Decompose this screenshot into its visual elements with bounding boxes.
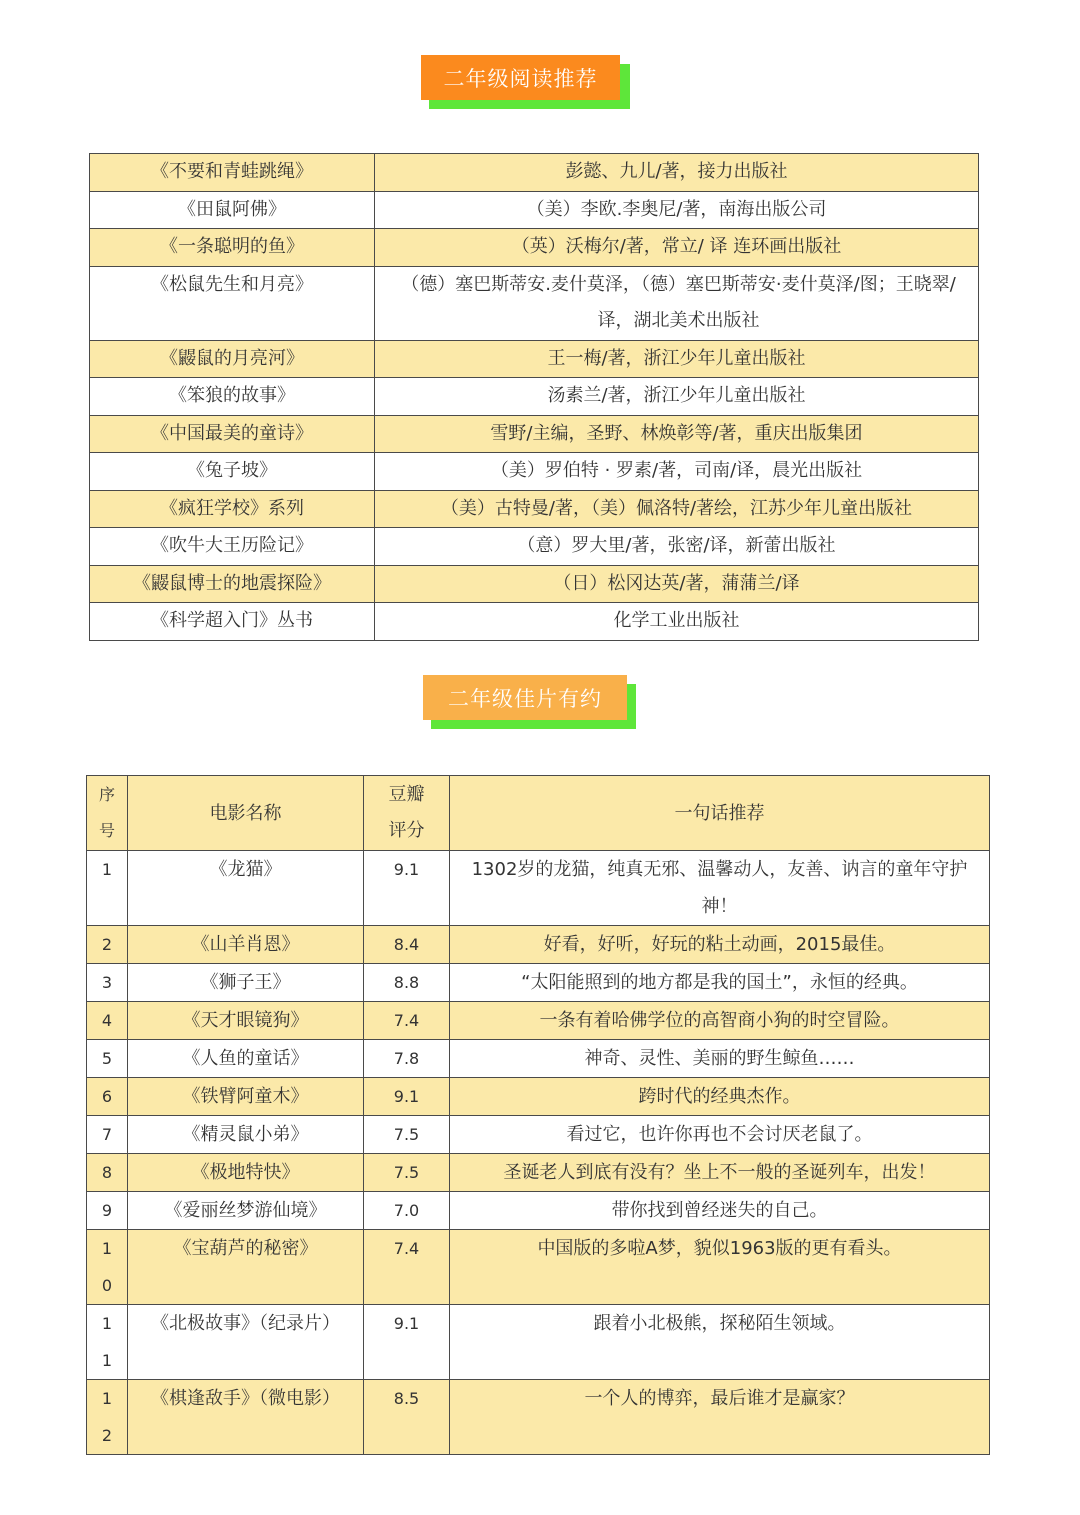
film-table [86,775,990,1455]
book-title: 《不要和青蛙跳绳》 [90,154,375,192]
reading-table-row [90,528,979,566]
book-title: 《兔子坡》 [90,453,375,491]
film-table-row [87,1154,990,1192]
reading-table-row [90,266,979,340]
film-name: 《山羊肖恩》 [128,926,364,964]
book-title: 《疯狂学校》系列 [90,490,375,528]
film-score: 7.5 [364,1154,450,1192]
film-score: 7.4 [364,1230,450,1305]
reading-table-row [90,453,979,491]
film-name: 《天才眼镜狗》 [128,1002,364,1040]
header-rec: 一句话推荐 [450,776,990,851]
book-info: 化学工业出版社 [375,603,979,641]
film-rec: 好看，好听，好玩的粘土动画，2015最佳。 [450,926,990,964]
film-rec: 圣诞老人到底有没有？坐上不一般的圣诞列车，出发！ [450,1154,990,1192]
header-num: 序号 [87,776,128,851]
film-name: 《爱丽丝梦游仙境》 [128,1192,364,1230]
book-info: （日）松冈达英/著，蒲蒲兰/译 [375,565,979,603]
film-rec: 一个人的博弈，最后谁才是赢家？ [450,1380,990,1455]
film-num: 8 [87,1154,128,1192]
film-name: 《宝葫芦的秘密》 [128,1230,364,1305]
film-num: 11 [87,1305,128,1380]
film-rec: 1302岁的龙猫，纯真无邪、温馨动人，友善、讷言的童年守护神！ [450,851,990,926]
film-name: 《人鱼的童话》 [128,1040,364,1078]
film-name: 《棋逢敌手》（微电影） [128,1380,364,1455]
film-score: 7.5 [364,1116,450,1154]
header-name: 电影名称 [128,776,364,851]
film-rec: 跟着小北极熊，探秘陌生领域。 [450,1305,990,1380]
film-score: 8.5 [364,1380,450,1455]
film-name: 《精灵鼠小弟》 [128,1116,364,1154]
header-score: 豆瓣评分 [364,776,450,851]
film-num: 5 [87,1040,128,1078]
reading-table-row [90,229,979,267]
book-title: 《吹牛大王历险记》 [90,528,375,566]
book-info: （德）塞巴斯蒂安.麦什莫泽，（德）塞巴斯蒂安·麦什莫泽/图；王晓翠/ 译，湖北美术出版社 [375,266,979,340]
film-table-row [87,964,990,1002]
film-table-row [87,1305,990,1380]
film-num: 12 [87,1380,128,1455]
film-num: 1 [87,851,128,926]
film-score: 7.0 [364,1192,450,1230]
film-num: 2 [87,926,128,964]
film-rec: 中国版的多啦A梦，貌似1963版的更有看头。 [450,1230,990,1305]
reading-table [89,153,979,641]
film-name: 《狮子王》 [128,964,364,1002]
film-rec: 跨时代的经典杰作。 [450,1078,990,1116]
film-num: 10 [87,1230,128,1305]
book-title: 《笨狼的故事》 [90,378,375,416]
reading-table-row [90,154,979,192]
film-rec: 神奇、灵性、美丽的野生鲸鱼…… [450,1040,990,1078]
book-info: 雪野/主编，圣野、林焕彰等/著，重庆出版集团 [375,415,979,453]
book-title: 《松鼠先生和月亮》 [90,266,375,340]
book-info: （美）李欧.李奥尼/著，南海出版公司 [375,191,979,229]
film-score: 9.1 [364,1305,450,1380]
film-score: 9.1 [364,1078,450,1116]
film-name: 《北极故事》（纪录片） [128,1305,364,1380]
film-table-row [87,1002,990,1040]
film-name: 《龙猫》 [128,851,364,926]
film-num: 7 [87,1116,128,1154]
film-num: 9 [87,1192,128,1230]
film-score: 9.1 [364,851,450,926]
reading-table-row [90,415,979,453]
book-info: （意）罗大里/著，张密/译，新蕾出版社 [375,528,979,566]
book-info: （美）罗伯特 · 罗素/著，司南/译，晨光出版社 [375,453,979,491]
film-name: 《极地特快》 [128,1154,364,1192]
reading-table-row [90,378,979,416]
film-num: 6 [87,1078,128,1116]
book-title: 《鼹鼠的月亮河》 [90,340,375,378]
book-info: （英）沃梅尔/著，常立/ 译 连环画出版社 [375,229,979,267]
reading-table-row [90,603,979,641]
book-info: 汤素兰/著，浙江少年儿童出版社 [375,378,979,416]
film-name: 《铁臂阿童木》 [128,1078,364,1116]
film-rec: “太阳能照到的地方都是我的国土”，永恒的经典。 [450,964,990,1002]
film-table-row [87,1380,990,1455]
film-score: 8.4 [364,926,450,964]
book-info: （美）古特曼/著，（美）佩洛特/著绘，江苏少年儿童出版社 [375,490,979,528]
film-table-row [87,1040,990,1078]
film-rec: 带你找到曾经迷失的自己。 [450,1192,990,1230]
film-score: 7.8 [364,1040,450,1078]
book-title: 《科学超入门》丛书 [90,603,375,641]
film-title-banner [423,675,637,729]
film-table-row [87,1192,990,1230]
book-title: 《鼹鼠博士的地震探险》 [90,565,375,603]
book-info: 王一梅/著，浙江少年儿童出版社 [375,340,979,378]
reading-table-row [90,565,979,603]
film-table-row [87,926,990,964]
film-score: 7.4 [364,1002,450,1040]
book-title: 《一条聪明的鱼》 [90,229,375,267]
film-table-row [87,1116,990,1154]
book-info: 彭懿、九儿/著，接力出版社 [375,154,979,192]
reading-table-row [90,191,979,229]
film-num: 4 [87,1002,128,1040]
film-table-header-row [87,776,990,851]
film-rec: 看过它，也许你再也不会讨厌老鼠了。 [450,1116,990,1154]
film-table-row [87,1230,990,1305]
film-table-row [87,851,990,926]
reading-title-banner [421,55,631,109]
film-section-title: 二年级佳片有约 [423,675,627,720]
reading-table-row [90,340,979,378]
book-title: 《田鼠阿佛》 [90,191,375,229]
film-table-row [87,1078,990,1116]
film-rec: 一条有着哈佛学位的高智商小狗的时空冒险。 [450,1002,990,1040]
book-title: 《中国最美的童诗》 [90,415,375,453]
reading-table-row [90,490,979,528]
film-num: 3 [87,964,128,1002]
reading-section-title: 二年级阅读推荐 [421,55,620,100]
film-score: 8.8 [364,964,450,1002]
